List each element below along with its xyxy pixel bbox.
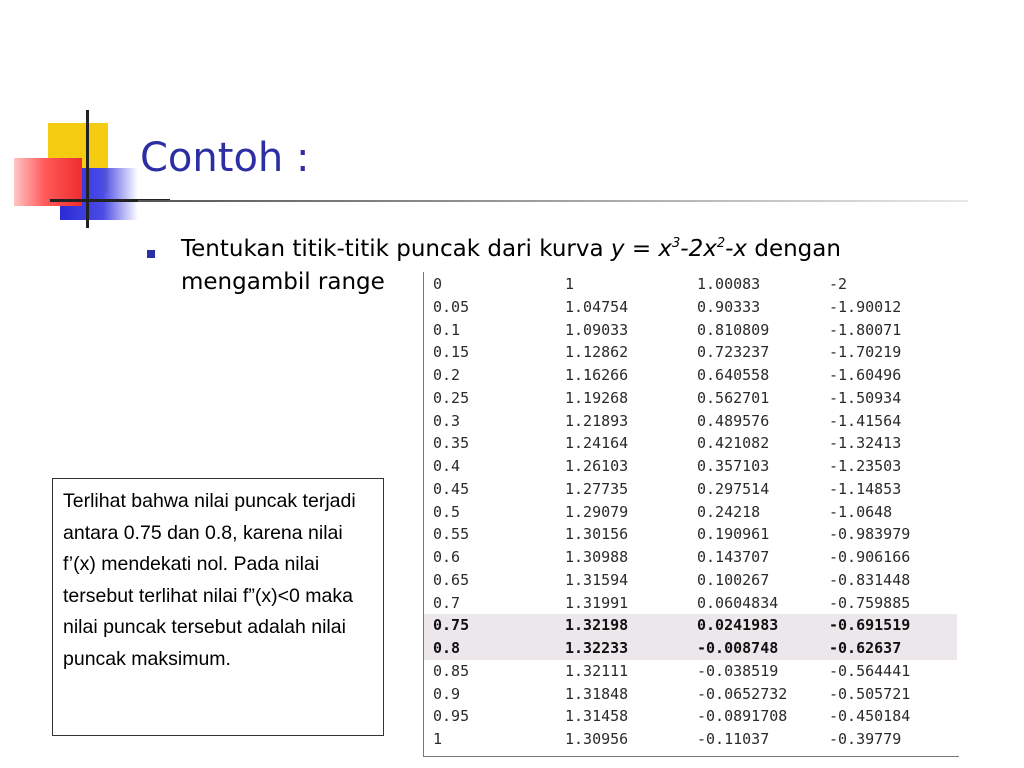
table-cell: 0.8 xyxy=(433,639,461,657)
equation-part: -2x xyxy=(680,236,717,262)
table-row xyxy=(424,364,957,387)
table-cell: 0.24218 xyxy=(697,502,761,521)
table-cell: 0.65 xyxy=(433,570,470,589)
table-cell: 0.5 xyxy=(433,502,461,521)
table-cell: -1.50934 xyxy=(829,388,902,407)
table-row xyxy=(424,660,957,683)
exponent: 2 xyxy=(716,236,726,251)
table-cell: 1.27735 xyxy=(565,479,629,498)
table-cell: -0.983979 xyxy=(829,525,911,544)
table-row xyxy=(424,637,957,660)
table-cell: -1.41564 xyxy=(829,411,902,430)
table-cell: 1.00083 xyxy=(697,275,761,293)
table-cell: 0.297514 xyxy=(697,479,770,498)
table-row xyxy=(424,546,957,569)
table-cell: -1.23503 xyxy=(829,457,902,475)
table-cell: 0.75 xyxy=(433,616,470,635)
table-cell: 0.15 xyxy=(433,343,470,362)
table-cell: 0.562701 xyxy=(697,388,770,407)
table-cell: 1.31991 xyxy=(565,593,629,612)
table-cell: -1.60496 xyxy=(829,366,902,384)
table-row xyxy=(424,273,957,296)
table-cell: 0.9 xyxy=(433,684,461,703)
table-cell: 0.0604834 xyxy=(697,593,779,612)
table-row xyxy=(424,341,957,364)
table-row xyxy=(424,501,957,524)
table-cell: 1.12862 xyxy=(565,343,629,362)
table-cell: 0.810809 xyxy=(697,320,770,339)
table-cell: 1.30156 xyxy=(565,525,629,544)
table-cell: -0.906166 xyxy=(829,548,911,566)
table-row xyxy=(424,296,957,319)
table-cell: 0.7 xyxy=(433,593,461,612)
table-cell: 1.32233 xyxy=(565,639,629,657)
equation xyxy=(611,236,747,262)
table-cell: -0.62637 xyxy=(829,639,902,657)
table-cell: 1.32198 xyxy=(565,616,629,635)
table-row xyxy=(424,478,957,501)
table-cell: 0.95 xyxy=(433,707,470,726)
table-row xyxy=(424,432,957,455)
table-cell: 1.30956 xyxy=(565,730,629,748)
table-cell: 1.21893 xyxy=(565,411,629,430)
logo-vertical-line xyxy=(86,110,89,228)
table-cell: -0.038519 xyxy=(697,661,779,680)
table-cell: -1.0648 xyxy=(829,502,893,521)
table-row xyxy=(424,683,957,706)
table-cell: 0.640558 xyxy=(697,366,770,384)
slide-title: Contoh : xyxy=(140,135,310,181)
values-table xyxy=(423,272,959,757)
table-cell: -0.450184 xyxy=(829,707,911,726)
table-row xyxy=(424,455,957,478)
table-cell: 0.90333 xyxy=(697,297,761,316)
table-row xyxy=(424,592,957,615)
table-cell: -0.0891708 xyxy=(697,707,788,726)
table-cell: 1.19268 xyxy=(565,388,629,407)
table-cell: -0.831448 xyxy=(829,570,911,589)
table-cell: 1.24164 xyxy=(565,434,629,453)
table-row xyxy=(424,410,957,433)
table-cell: 1.31458 xyxy=(565,707,629,726)
table-row xyxy=(424,614,957,637)
equation-part: y = x xyxy=(610,236,673,262)
bullet-text-before: Tentukan titik-titik puncak dari kurva xyxy=(181,236,611,262)
table-row xyxy=(424,523,957,546)
table-cell: 1.09033 xyxy=(565,320,629,339)
bullet-text-after: dengan mengambil range xyxy=(181,236,841,295)
title-divider xyxy=(138,200,968,202)
table-cell: 1 xyxy=(565,275,575,293)
table-cell: 0.25 xyxy=(433,388,470,407)
table-cell: 0.6 xyxy=(433,548,461,566)
table-cell: 1.31594 xyxy=(565,570,629,589)
table-cell: 0.55 xyxy=(433,525,470,544)
table-cell: -1.32413 xyxy=(829,434,902,453)
table-cell: -0.11037 xyxy=(697,730,770,748)
table-cell: 0.85 xyxy=(433,661,470,680)
table-cell: 0.100267 xyxy=(697,570,770,589)
table-cell: 0.3 xyxy=(433,411,461,430)
table-cell: -1.14853 xyxy=(829,479,902,498)
table-cell: 0.723237 xyxy=(697,343,770,362)
equation-part: -x xyxy=(725,236,748,262)
table-row xyxy=(424,728,957,751)
table-cell: 0 xyxy=(433,275,443,293)
table-cell: -0.0652732 xyxy=(697,684,788,703)
table-cell: -0.691519 xyxy=(829,616,911,635)
table-cell: 0.357103 xyxy=(697,457,770,475)
table-cell: -0.505721 xyxy=(829,684,911,703)
table-row xyxy=(424,387,957,410)
table-cell: -0.39779 xyxy=(829,730,902,748)
table-cell: 1 xyxy=(433,730,443,748)
table-cell: -1.80071 xyxy=(829,320,902,339)
table-row xyxy=(424,319,957,342)
table-cell: 0.1 xyxy=(433,320,461,339)
table-cell: 0.489576 xyxy=(697,411,770,430)
table-cell: 0.35 xyxy=(433,434,470,453)
table-cell: 0.143707 xyxy=(697,548,770,566)
table-cell: 1.31848 xyxy=(565,684,629,703)
table-cell: 0.05 xyxy=(433,297,470,316)
table-cell: 0.190961 xyxy=(697,525,770,544)
table-cell: 0.2 xyxy=(433,366,461,384)
table-cell: 0.421082 xyxy=(697,434,770,453)
table-cell: 1.26103 xyxy=(565,457,629,475)
table-cell: -0.759885 xyxy=(829,593,911,612)
table-cell: 1.29079 xyxy=(565,502,629,521)
table-cell: 1.16266 xyxy=(565,366,629,384)
table-cell: 1.04754 xyxy=(565,297,629,316)
table-cell: 1.32111 xyxy=(565,661,629,680)
table-cell: 0.45 xyxy=(433,479,470,498)
table-cell: 1.30988 xyxy=(565,548,629,566)
table-cell: 0.0241983 xyxy=(697,616,779,635)
exponent: 3 xyxy=(672,236,681,251)
table-cell: -2 xyxy=(829,275,848,293)
table-cell: 0.4 xyxy=(433,457,461,475)
note-box: Terlihat bahwa nilai puncak terjadi antara 0.75 dan 0.8, karena nilai f’(x) mendekati nol. Pada nilai tersebut terlihat nilai f”(x)<0 maka nilai puncak tersebut adalah nilai puncak maksimum. xyxy=(52,478,384,736)
table-cell: -0.008748 xyxy=(697,639,779,657)
table-cell: -1.70219 xyxy=(829,343,902,362)
table-cell: -0.564441 xyxy=(829,661,911,680)
table-row xyxy=(424,569,957,592)
table-row xyxy=(424,705,957,728)
bullet-icon xyxy=(147,250,155,258)
table-cell: -1.90012 xyxy=(829,297,902,316)
